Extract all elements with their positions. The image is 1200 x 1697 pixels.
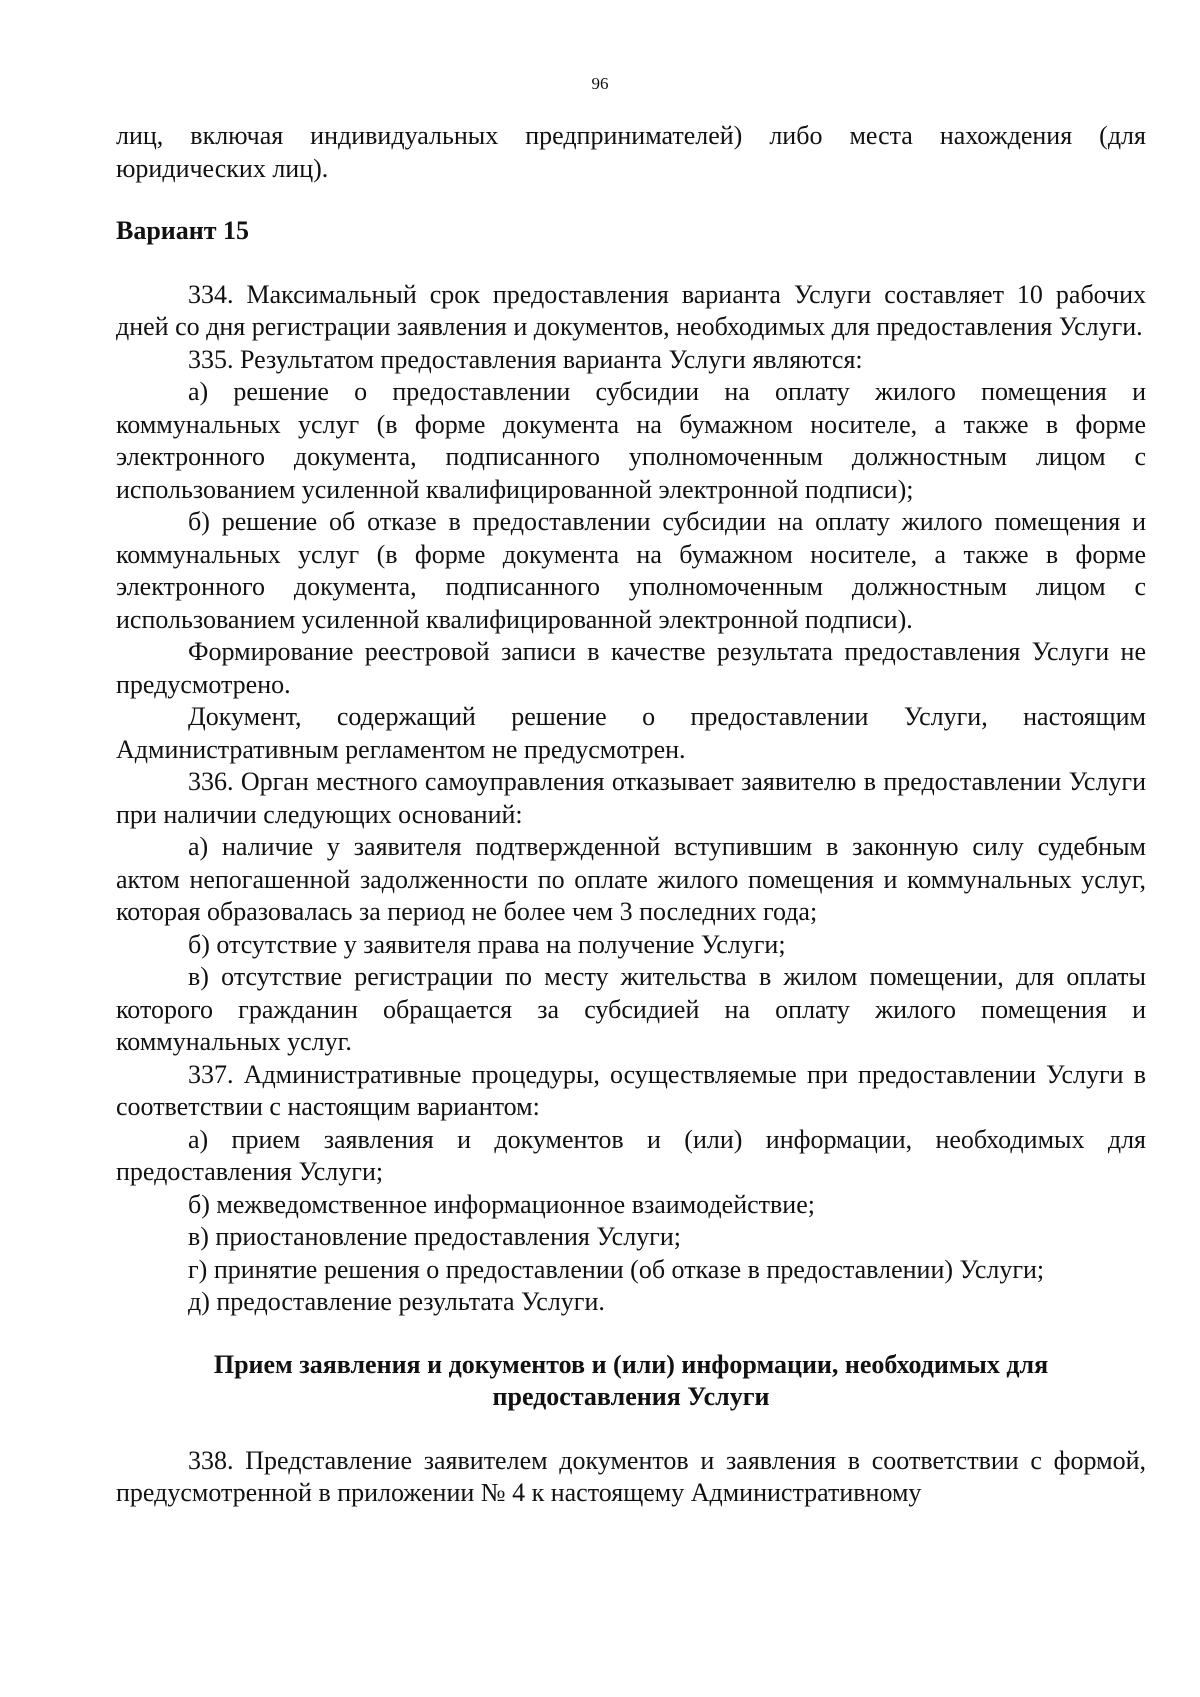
paragraph-336-b: б) отсутствие у заявителя права на получение Услуги; — [188, 929, 786, 959]
paragraph-334: 334. Максимальный срок предоставления варианта Услуги составляет 10 рабочих дней со дня регистрации заявления и документов, необходимых для предоставления Услуги. — [116, 279, 1146, 341]
paragraph-337-a: а) прием заявления и документов и (или) информации, необходимых для предоставления Услуги; — [116, 1124, 1146, 1186]
heading-variant: Вариант 15 — [116, 216, 250, 245]
page-number: 96 — [591, 74, 609, 93]
paragraph-337-b: б) межведомственное информационное взаимодействие; — [188, 1189, 815, 1219]
paragraph-337-v: в) приостановление предоставления Услуги; — [188, 1222, 681, 1251]
paragraph-336-a: а) наличие у заявителя подтвержденной вступившим в законную силу судебным актом непогашенной задолженности по оплате жилого помещения и коммунальных услуг, которая образовалась за период не более чем 3 последних года; — [116, 832, 1146, 926]
paragraph-335: 335. Результатом предоставления варианта Услуги являются: — [188, 344, 863, 374]
heading-section-line-2: предоставления Услуги — [492, 1382, 770, 1411]
paragraph-336-v: в) отсутствие регистрации по месту жительства в жилом помещении, для оплаты которого гражданин обращается за субсидией на оплату жилого помещения и коммунальных услуг. — [116, 962, 1146, 1056]
paragraph-337-d: д) предоставление результата Услуги. — [188, 1287, 605, 1316]
paragraph-registry-record: Формирование реестровой записи в качестве результата предоставления Услуги не предусмотрено. — [116, 637, 1146, 699]
paragraph-335-b: б) решение об отказе в предоставлении субсидии на оплату жилого помещения и коммунальных услуг (в форме документа на бумажном носителе, а также в форме электронного документа, подписанного уполномоченным должностным лицом с использованием усиленной квалифицированной электронной подписи). — [116, 507, 1146, 634]
paragraph-337: 337. Административные процедуры, осуществляемые при предоставлении Услуги в соответствии с настоящим вариантом: — [116, 1059, 1146, 1121]
heading-section-line-1: Прием заявления и документов и (или) информации, необходимых для — [213, 1349, 1049, 1379]
paragraph-335-a: а) решение о предоставлении субсидии на оплату жилого помещения и коммунальных услуг (в форме документа на бумажном носителе, а также в форме электронного документа, подписанного уполномоченным должностным лицом с использованием усиленной квалифицированной электронной подписи); — [116, 377, 1146, 504]
paragraph-338: 338. Представление заявителем документов и заявления в соответствии с формой, предусмотренной в приложении № 4 к настоящему Административному — [116, 1445, 1146, 1507]
heading-section — [116, 1349, 1146, 1414]
paragraph-337-g: г) принятие решения о предоставлении (об отказе в предоставлении) Услуги; — [188, 1254, 1045, 1284]
page-content — [116, 120, 1146, 1510]
paragraph-decision-document: Документ, содержащий решение о предоставлении Услуги, настоящим Административным регламентом не предусмотрен. — [116, 702, 1146, 764]
paragraph-continuation: лиц, включая индивидуальных предпринимателей) либо места нахождения (для юридических лиц). — [116, 121, 1146, 183]
paragraph-336: 336. Орган местного самоуправления отказывает заявителю в предоставлении Услуги при наличии следующих оснований: — [116, 767, 1146, 829]
